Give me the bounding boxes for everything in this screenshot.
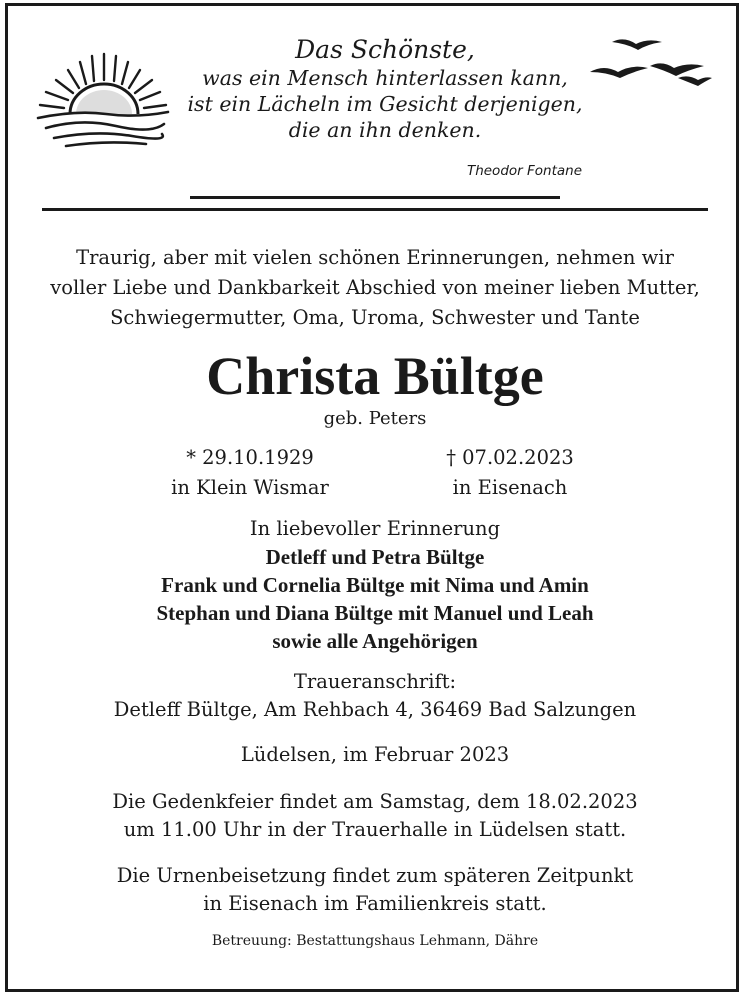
remembrance-block: [30, 515, 720, 655]
memorial-line: um 11.00 Uhr in der Trauerhalle in Lüdelsen statt.: [123, 818, 627, 841]
birds-icon: [588, 34, 718, 94]
quote-line: ist ein Lächeln im Gesicht derjenigen,: [187, 92, 583, 116]
sunset-icon: [36, 48, 171, 156]
family-line: Frank und Cornelia Bültge mit Nima und Amin: [161, 573, 589, 597]
intro-line: voller Liebe und Dankbarkeit Abschied von meiner lieben Mutter,: [50, 276, 700, 299]
quote-line: Das Schönste,: [295, 35, 475, 64]
family-line: Detleff und Petra Bültge: [265, 545, 485, 569]
place-date: Lüdelsen, im Februar 2023: [240, 743, 510, 766]
burial-line: Die Urnenbeisetzung findet zum späteren Zeitpunkt: [116, 864, 634, 887]
intro-line: Schwiegermutter, Oma, Uroma, Schwester und Tante: [110, 306, 640, 329]
burial-line: in Eisenach im Familienkreis statt.: [203, 892, 547, 915]
birth-date: * 29.10.1929: [186, 446, 314, 469]
mourning-address: Detleff Bültge, Am Rehbach 4, 36469 Bad Salzungen: [113, 698, 637, 721]
family-line: sowie alle Angehörigen: [272, 629, 478, 653]
funeral-home: Betreuung: Bestattungshaus Lehmann, Dähre: [211, 933, 539, 949]
birth-info: [140, 443, 360, 503]
memorial-line: Die Gedenkfeier findet am Samstag, dem 18.02.2023: [112, 790, 638, 813]
quote-line: die an ihn denken.: [288, 118, 482, 142]
deceased-name: Christa Bültge: [206, 346, 544, 406]
divider-long: [42, 208, 708, 211]
intro-text: [30, 243, 720, 333]
death-place: in Eisenach: [452, 476, 568, 499]
family-line: Stephan und Diana Bültge mit Manuel und Leah: [156, 601, 594, 625]
intro-line: Traurig, aber mit vielen schönen Erinnerungen, nehmen wir: [76, 246, 674, 269]
birth-name: geb. Peters: [323, 408, 427, 429]
remembrance-heading: In liebevoller Erinnerung: [249, 517, 501, 540]
address-label: Traueranschrift:: [293, 670, 457, 693]
memorial-notice: [30, 788, 720, 844]
death-info: [410, 443, 610, 503]
burial-notice: [30, 862, 720, 918]
quote-line: was ein Mensch hinterlassen kann,: [202, 66, 568, 90]
death-date: † 07.02.2023: [446, 446, 574, 469]
fontane-quote: [180, 35, 590, 143]
divider-short: [190, 196, 560, 199]
quote-author: Theodor Fontane: [466, 163, 582, 179]
birth-place: in Klein Wismar: [171, 476, 329, 499]
